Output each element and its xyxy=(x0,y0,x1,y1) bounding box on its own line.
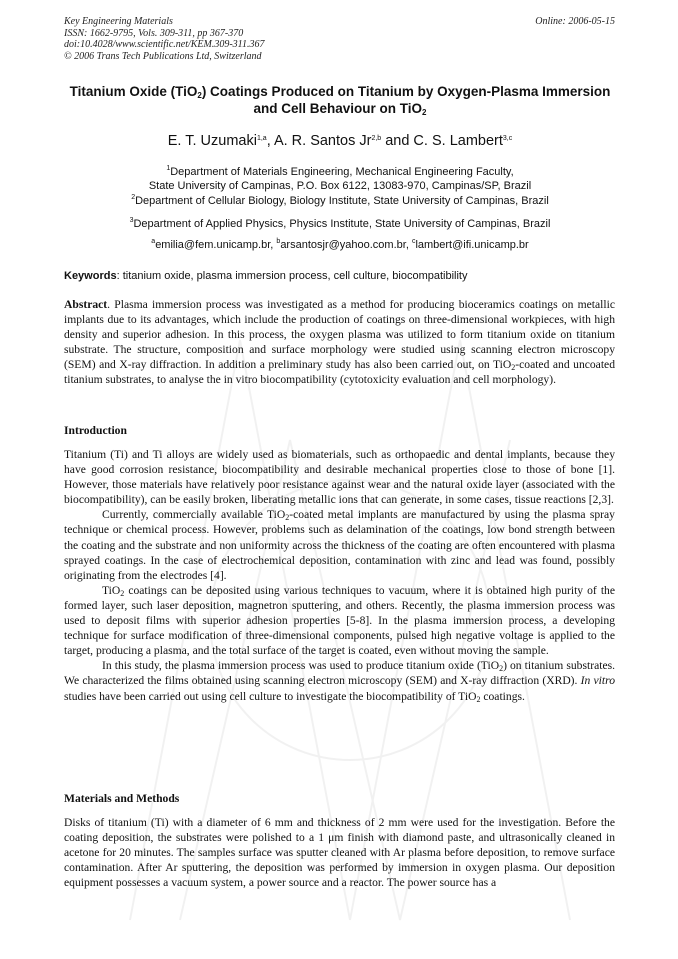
copyright-line: © 2006 Trans Tech Publications Ltd, Switzerland xyxy=(64,50,262,62)
intro-paragraph-1: Titanium (Ti) and Ti alloys are widely used as biomaterials, such as orthopaedic and dental implants, because they have good corrosion resistance, biocompatibility and desirable mechanical properties close to those of bone [1]. However, those materials have relatively poor resistance against wear and the natural oxide layer (associated with the biocompatibility), can be easily broken, liberating metallic ions that can generate, in some cases, tissue reactions [2,3]. xyxy=(64,448,615,507)
affiliation-2: $^2$Department of Cellular Biology, Biology Institute, State University of Campinas, Brazil xyxy=(131,194,549,207)
author-list: E. T. Uzumaki$^{1,a}$, A. R. Santos Jr$^{2,b}$ and C. S. Lambert$^{3,c}$ xyxy=(167,133,513,149)
methods-heading: Materials and Methods xyxy=(64,792,180,805)
intro-paragraph-2: Currently, commercially available TiO$_2$-coated metal implants are manufactured by using the plasma spray technique or chemical process. However, problems such as delamination of the coatings, low bond strength between the coating and the substrate and non uniformity across the thickness of the coating are often encountered with plasma sprayed coatings. In the case of electrochemical deposition, contamination with zinc and lead was found, possibly originating from the electrodes [4]. xyxy=(64,508,615,582)
author-emails: $^a$emilia@fem.unicamp.br, $^b$arsantosjr@yahoo.com.br, $^c$lambert@ifi.unicamp.br xyxy=(151,238,529,251)
introduction-heading: Introduction xyxy=(64,424,127,437)
doi-line: doi:10.4028/www.scientific.net/KEM.309-311.367 xyxy=(64,39,265,50)
issn-line: ISSN: 1662-9795, Vols. 309-311, pp 367-370 xyxy=(64,27,244,39)
affiliation-1: $^1$Department of Materials Engineering, Mechanical Engineering Faculty, State University of Campinas, P.O. Box 6122, 13083-970, Campinas/SP, Brazil xyxy=(148,165,532,192)
journal-name: Key Engineering Materials xyxy=(64,16,173,27)
keywords-line: Keywords: titanium oxide, plasma immersion process, cell culture, biocompatibility xyxy=(64,270,468,282)
abstract-paragraph: Abstract. Plasma immersion process was investigated as a method for producing bioceramics coatings on metallic implants due to its advantages, which include the production of coatings on three-dimensional workpieces, with high density and superior adhesion. In this process, the oxygen plasma was utilized to form titanium oxide on titanium substrate. The structure, composition and surface morphology were studied using scanning electron microscopy (SEM) and X-ray diffraction. In addition a preliminary study has also been carried out, on TiO$_2$-coated and uncoated titanium substrates, to analyse the in vitro biocompatibility (cytotoxicity evaluation and cell morphology). xyxy=(64,298,615,387)
intro-paragraph-4: In this study, the plasma immersion process was used to produce titanium oxide (TiO$_2$) on titanium substrates. We characterized the films obtained using scanning electron microscopy (SEM) and X-ray diffraction (XRD). In vitro studies have been carried out using cell culture to investigate the biocompatibility of TiO$_2$ coatings. xyxy=(64,659,615,704)
methods-body xyxy=(64,815,615,890)
introduction-body xyxy=(64,447,615,704)
affiliation-3: $^3$Department of Applied Physics, Physics Institute, State University of Campinas, Brazil xyxy=(129,217,551,230)
paper-title: Titanium Oxide (TiO$_2$) Coatings Produced on Titanium by Oxygen-Plasma Immersion and Cell Behaviour on TiO$_2$ xyxy=(69,84,611,117)
online-date: Online: 2006-05-15 xyxy=(535,16,615,27)
journal-header xyxy=(64,16,264,62)
intro-paragraph-3: TiO$_2$ coatings can be deposited using various techniques to vacuum, where it is obtained high purity of the formed layer, such laser deposition, magnetron sputtering, and others. Recently, the plasma immersion process was used to deposit films with superior adhesion properties [5-8]. In the plasma immersion process, a developing technique for surface modification of three-dimensional components, pulsed high negative voltage is applied to the target, producing a plasma, and the total surface of the target is coated, even without moving the sample. xyxy=(64,583,615,658)
methods-paragraph-1: Disks of titanium (Ti) with a diameter of 6 mm and thickness of 2 mm were used for the investigation. Before the coating deposition, the substrates were polished to a 1 μm finish with diamond paste, and ultrasonically cleaned in acetone for 20 minutes. The samples surface was sputter cleaned with Ar plasma before deposition, to remove surface contamination. After Ar sputtering, the deposition was performed by immersion in oxygen plasma. Our deposition equipment possesses a vacuum system, a power source and a reactor. The power source has a xyxy=(64,816,615,890)
